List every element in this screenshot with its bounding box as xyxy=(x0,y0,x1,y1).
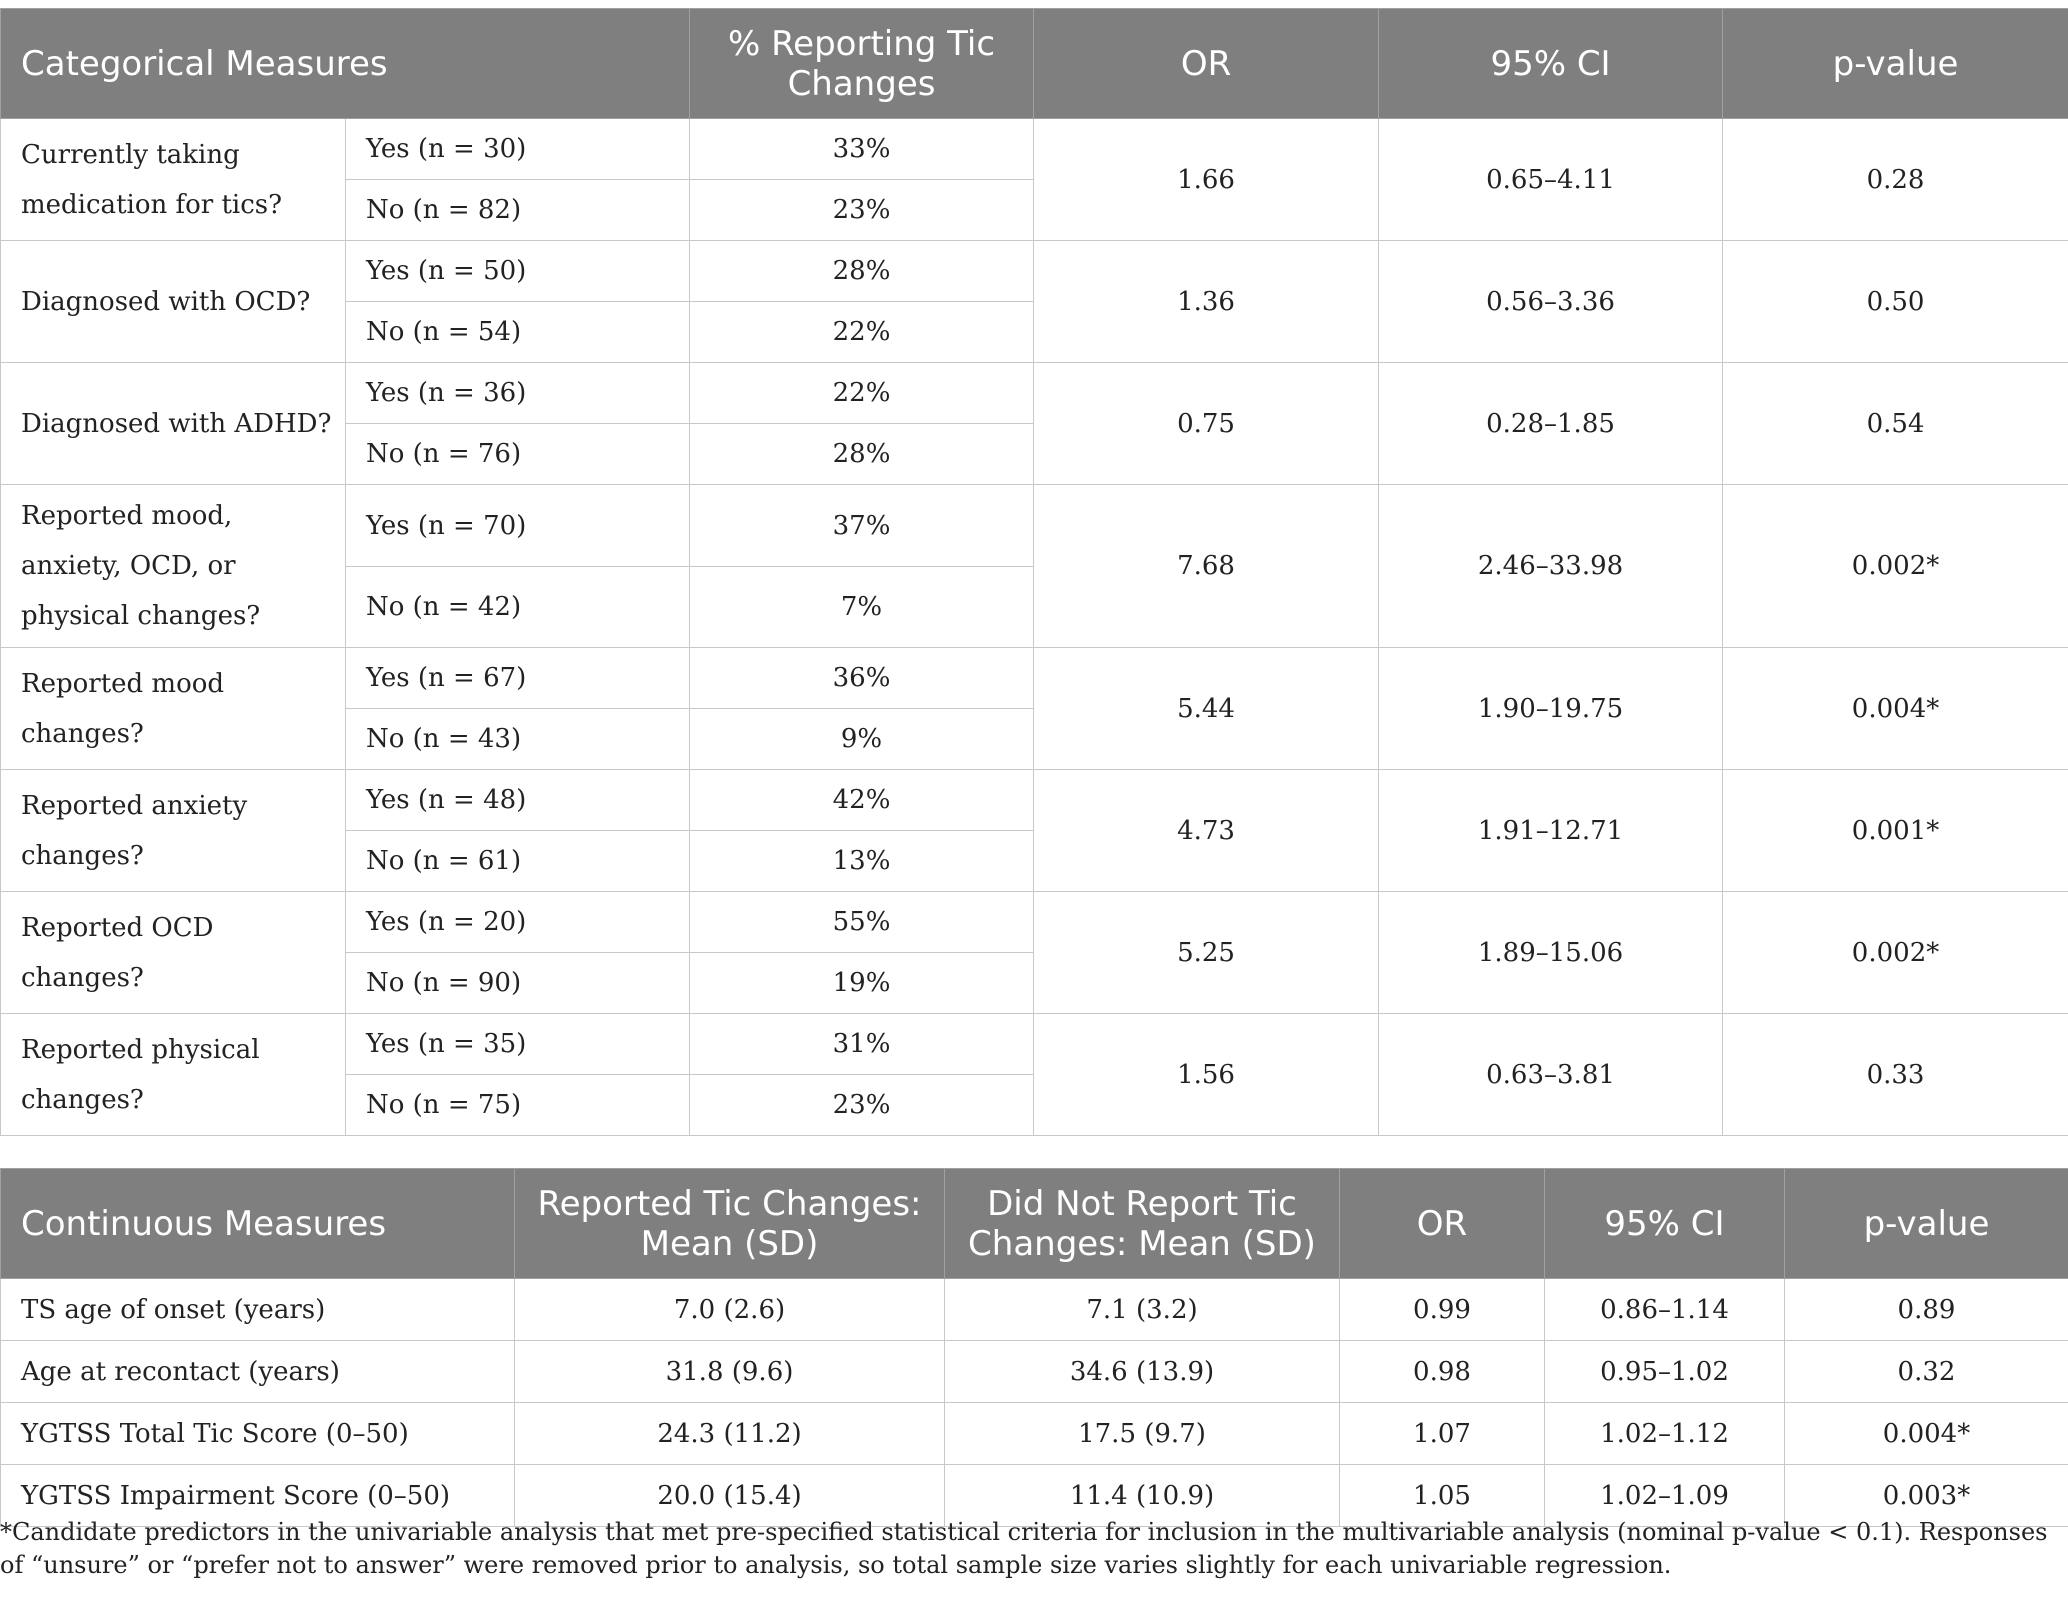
yes-percent: 22% xyxy=(690,363,1034,424)
not-reported-mean-sd: 34.6 (13.9) xyxy=(945,1341,1340,1403)
odds-ratio: 5.44 xyxy=(1034,648,1379,770)
categorical-measures-table xyxy=(0,8,2068,1136)
table-row xyxy=(1,241,2068,302)
odds-ratio: 0.75 xyxy=(1034,363,1379,485)
table-row xyxy=(1,119,2068,180)
no-percent: 13% xyxy=(690,831,1034,892)
continuous-header-row xyxy=(1,1169,2068,1279)
p-value: 0.33 xyxy=(1723,1014,2068,1136)
yes-group-label: Yes (n = 35) xyxy=(346,1014,690,1075)
header-categorical-measures: Categorical Measures xyxy=(1,9,690,119)
no-group-label: No (n = 76) xyxy=(346,424,690,485)
p-value: 0.004* xyxy=(1785,1403,2068,1465)
measure-label: TS age of onset (years) xyxy=(1,1279,515,1341)
p-value: 0.28 xyxy=(1723,119,2068,241)
odds-ratio: 7.68 xyxy=(1034,485,1379,648)
measure-label: Reported mood changes? xyxy=(1,648,346,770)
measure-label: YGTSS Total Tic Score (0–50) xyxy=(1,1403,515,1465)
measure-label: Diagnosed with OCD? xyxy=(1,241,346,363)
no-percent: 23% xyxy=(690,180,1034,241)
odds-ratio: 1.66 xyxy=(1034,119,1379,241)
confidence-interval: 1.90–19.75 xyxy=(1379,648,1723,770)
table-row xyxy=(1,892,2068,953)
table-row xyxy=(1,1403,2068,1465)
odds-ratio: 4.73 xyxy=(1034,770,1379,892)
yes-percent: 55% xyxy=(690,892,1034,953)
no-percent: 28% xyxy=(690,424,1034,485)
odds-ratio: 0.99 xyxy=(1340,1279,1545,1341)
confidence-interval: 0.95–1.02 xyxy=(1545,1341,1785,1403)
measure-label: Reported anxiety changes? xyxy=(1,770,346,892)
no-group-label: No (n = 82) xyxy=(346,180,690,241)
odds-ratio: 1.56 xyxy=(1034,1014,1379,1136)
reported-mean-sd: 20.0 (15.4) xyxy=(515,1465,945,1527)
measure-label: Age at recontact (years) xyxy=(1,1341,515,1403)
odds-ratio: 1.07 xyxy=(1340,1403,1545,1465)
confidence-interval: 1.89–15.06 xyxy=(1379,892,1723,1014)
yes-group-label: Yes (n = 36) xyxy=(346,363,690,424)
p-value: 0.89 xyxy=(1785,1279,2068,1341)
yes-group-label: Yes (n = 67) xyxy=(346,648,690,709)
no-percent: 7% xyxy=(690,567,1034,648)
p-value: 0.002* xyxy=(1723,892,2068,1014)
odds-ratio: 1.36 xyxy=(1034,241,1379,363)
yes-percent: 28% xyxy=(690,241,1034,302)
confidence-interval: 1.02–1.09 xyxy=(1545,1465,1785,1527)
confidence-interval: 0.86–1.14 xyxy=(1545,1279,1785,1341)
no-percent: 19% xyxy=(690,953,1034,1014)
no-percent: 9% xyxy=(690,709,1034,770)
header-ci: 95% CI xyxy=(1379,9,1723,119)
table-row xyxy=(1,363,2068,424)
table-footnote: *Candidate predictors in the univariable analysis that met pre-specified statistical criteria for inclusion in the multivariable analysis (nominal p-value < 0.1). Responses of “unsure” or “prefer not to answer” were removed prior to analysis, so total sample size varies slightly for each univariable regression. xyxy=(0,1518,2048,1579)
no-percent: 23% xyxy=(690,1075,1034,1136)
measure-label: Reported physical changes? xyxy=(1,1014,346,1136)
header-or: OR xyxy=(1340,1169,1545,1279)
not-reported-mean-sd: 7.1 (3.2) xyxy=(945,1279,1340,1341)
yes-group-label: Yes (n = 20) xyxy=(346,892,690,953)
measure-label: Reported OCD changes? xyxy=(1,892,346,1014)
yes-percent: 31% xyxy=(690,1014,1034,1075)
header-p-value: p-value xyxy=(1785,1169,2068,1279)
p-value: 0.002* xyxy=(1723,485,2068,648)
measure-label: YGTSS Impairment Score (0–50) xyxy=(1,1465,515,1527)
header-pct-reporting: % Reporting Tic Changes xyxy=(690,9,1034,119)
no-group-label: No (n = 42) xyxy=(346,567,690,648)
odds-ratio: 1.05 xyxy=(1340,1465,1545,1527)
p-value: 0.004* xyxy=(1723,648,2068,770)
table-row xyxy=(1,1279,2068,1341)
header-or: OR xyxy=(1034,9,1379,119)
yes-group-label: Yes (n = 70) xyxy=(346,485,690,567)
no-group-label: No (n = 61) xyxy=(346,831,690,892)
p-value: 0.003* xyxy=(1785,1465,2068,1527)
confidence-interval: 0.65–4.11 xyxy=(1379,119,1723,241)
p-value: 0.54 xyxy=(1723,363,2068,485)
confidence-interval: 0.63–3.81 xyxy=(1379,1014,1723,1136)
yes-group-label: Yes (n = 48) xyxy=(346,770,690,831)
yes-percent: 33% xyxy=(690,119,1034,180)
categorical-header-row xyxy=(1,9,2068,119)
no-group-label: No (n = 54) xyxy=(346,302,690,363)
yes-group-label: Yes (n = 50) xyxy=(346,241,690,302)
yes-group-label: Yes (n = 30) xyxy=(346,119,690,180)
no-group-label: No (n = 43) xyxy=(346,709,690,770)
yes-percent: 42% xyxy=(690,770,1034,831)
not-reported-mean-sd: 17.5 (9.7) xyxy=(945,1403,1340,1465)
table-row xyxy=(1,1341,2068,1403)
p-value: 0.32 xyxy=(1785,1341,2068,1403)
reported-mean-sd: 24.3 (11.2) xyxy=(515,1403,945,1465)
measure-label: Currently taking medication for tics? xyxy=(1,119,346,241)
reported-mean-sd: 31.8 (9.6) xyxy=(515,1341,945,1403)
table-row xyxy=(1,485,2068,567)
header-ci: 95% CI xyxy=(1545,1169,1785,1279)
header-reported-mean: Reported Tic Changes: Mean (SD) xyxy=(515,1169,945,1279)
confidence-interval: 0.28–1.85 xyxy=(1379,363,1723,485)
odds-ratio: 0.98 xyxy=(1340,1341,1545,1403)
confidence-interval: 2.46–33.98 xyxy=(1379,485,1723,648)
reported-mean-sd: 7.0 (2.6) xyxy=(515,1279,945,1341)
header-not-reported-mean: Did Not Report Tic Changes: Mean (SD) xyxy=(945,1169,1340,1279)
no-percent: 22% xyxy=(690,302,1034,363)
yes-percent: 36% xyxy=(690,648,1034,709)
no-group-label: No (n = 75) xyxy=(346,1075,690,1136)
header-continuous-measures: Continuous Measures xyxy=(1,1169,515,1279)
confidence-interval: 1.02–1.12 xyxy=(1545,1403,1785,1465)
p-value: 0.50 xyxy=(1723,241,2068,363)
continuous-measures-table xyxy=(0,1168,2068,1527)
table-row xyxy=(1,770,2068,831)
measure-label: Diagnosed with ADHD? xyxy=(1,363,346,485)
p-value: 0.001* xyxy=(1723,770,2068,892)
yes-percent: 37% xyxy=(690,485,1034,567)
confidence-interval: 0.56–3.36 xyxy=(1379,241,1723,363)
table-row xyxy=(1,1014,2068,1075)
header-p-value: p-value xyxy=(1723,9,2068,119)
odds-ratio: 5.25 xyxy=(1034,892,1379,1014)
confidence-interval: 1.91–12.71 xyxy=(1379,770,1723,892)
no-group-label: No (n = 90) xyxy=(346,953,690,1014)
not-reported-mean-sd: 11.4 (10.9) xyxy=(945,1465,1340,1527)
measure-label: Reported mood, anxiety, OCD, or physical changes? xyxy=(1,485,346,648)
table-row xyxy=(1,648,2068,709)
